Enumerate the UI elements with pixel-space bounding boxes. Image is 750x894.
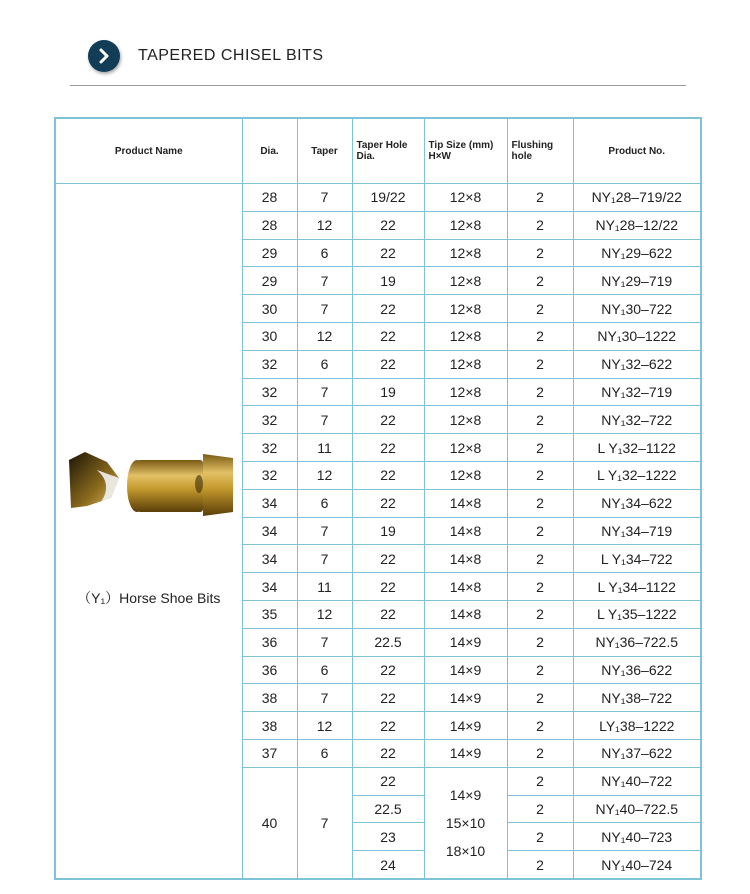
- cell-flushing-hole: 2: [507, 295, 573, 323]
- cell-flushing-hole: 2: [507, 350, 573, 378]
- cell-dia: 37: [242, 739, 297, 767]
- cell-dia: 38: [242, 712, 297, 740]
- cell-product-no: NY₁29–622: [573, 239, 701, 267]
- header-taper: Taper: [297, 118, 352, 184]
- cell-flushing-hole: 2: [507, 684, 573, 712]
- cell-dia: 30: [242, 295, 297, 323]
- cell-tip-size: 14×9: [424, 628, 507, 656]
- cell-product-no: NY₁30–1222: [573, 322, 701, 350]
- cell-dia: 36: [242, 656, 297, 684]
- cell-tip-size: 12×8: [424, 239, 507, 267]
- cell-taper: 7: [297, 545, 352, 573]
- cell-flushing-hole: 2: [507, 656, 573, 684]
- cell-dia: 32: [242, 378, 297, 406]
- cell-dia: 32: [242, 434, 297, 462]
- cell-tip-size: 14×8: [424, 517, 507, 545]
- cell-taper: 6: [297, 350, 352, 378]
- cell-taper: 7: [297, 628, 352, 656]
- cell-flushing-hole: 2: [507, 573, 573, 601]
- cell-taper-hole: 23: [352, 823, 424, 851]
- cell-product-no: L Y₁34–722: [573, 545, 701, 573]
- cell-dia: 28: [242, 211, 297, 239]
- cell-dia: 34: [242, 489, 297, 517]
- cell-dia: 28: [242, 184, 297, 212]
- cell-taper-hole: 22: [352, 545, 424, 573]
- cell-taper-hole: 22: [352, 211, 424, 239]
- cell-product-no: NY₁28–12/22: [573, 211, 701, 239]
- cell-tip-size: 14×9: [424, 684, 507, 712]
- cell-taper: 6: [297, 739, 352, 767]
- cell-product-no: NY₁32–622: [573, 350, 701, 378]
- cell-tip-size: 14×8: [424, 489, 507, 517]
- cell-taper: 7: [297, 295, 352, 323]
- cell-tip-size: 12×8: [424, 184, 507, 212]
- cell-taper: 12: [297, 211, 352, 239]
- cell-tip-size: 14×9: [424, 739, 507, 767]
- cell-product-no: NY₁40–722.5: [573, 795, 701, 823]
- cell-dia: 40: [242, 767, 297, 879]
- cell-dia: 38: [242, 684, 297, 712]
- header-product-name: Product Name: [55, 118, 242, 184]
- cell-flushing-hole: 2: [507, 628, 573, 656]
- cell-taper: 11: [297, 434, 352, 462]
- cell-product-no: NY₁32–722: [573, 406, 701, 434]
- cell-tip-size: 12×8: [424, 406, 507, 434]
- cell-flushing-hole: 2: [507, 851, 573, 879]
- header-product-no: Product No.: [573, 118, 701, 184]
- cell-tip-size: 12×8: [424, 295, 507, 323]
- cell-dia: 29: [242, 239, 297, 267]
- section-header: [88, 38, 324, 74]
- cell-tip-size: 14×8: [424, 545, 507, 573]
- cell-taper-hole: 22: [352, 461, 424, 489]
- cell-taper: 12: [297, 461, 352, 489]
- cell-taper-hole: 19: [352, 378, 424, 406]
- cell-flushing-hole: 2: [507, 461, 573, 489]
- header-dia: Dia.: [242, 118, 297, 184]
- cell-tip-size: 14×9: [424, 712, 507, 740]
- chevron-right-icon: [88, 40, 120, 72]
- cell-taper: 12: [297, 712, 352, 740]
- cell-dia: 34: [242, 545, 297, 573]
- cell-dia: 36: [242, 628, 297, 656]
- cell-dia: 29: [242, 267, 297, 295]
- cell-product-no: L Y₁32–1222: [573, 461, 701, 489]
- table-header-row: [55, 118, 701, 184]
- product-name: （Y₁）Horse Shoe Bits: [77, 590, 221, 606]
- cell-flushing-hole: 2: [507, 184, 573, 212]
- cell-taper: 7: [297, 378, 352, 406]
- cell-taper-hole: 22: [352, 239, 424, 267]
- cell-tip-size: 14×9: [424, 656, 507, 684]
- tip-size-line: 18×10: [445, 842, 486, 859]
- cell-flushing-hole: 2: [507, 739, 573, 767]
- cell-taper-hole: 22: [352, 600, 424, 628]
- cell-taper-hole: 19: [352, 517, 424, 545]
- cell-tip-size: 14×8: [424, 600, 507, 628]
- cell-product-no: NY₁34–622: [573, 489, 701, 517]
- cell-product-no: L Y₁35–1222: [573, 600, 701, 628]
- cell-tip-size: 12×8: [424, 378, 507, 406]
- cell-product-no: NY₁38–722: [573, 684, 701, 712]
- cell-product-no: NY₁29–719: [573, 267, 701, 295]
- tip-size-line: 14×9: [449, 786, 482, 803]
- cell-product-no: NY₁34–719: [573, 517, 701, 545]
- cell-flushing-hole: 2: [507, 795, 573, 823]
- header-flushing-hole: Flushing hole: [507, 118, 573, 184]
- cell-taper: 7: [297, 184, 352, 212]
- cell-taper-hole: 22: [352, 573, 424, 601]
- cell-product-no: NY₁28–719/22: [573, 184, 701, 212]
- cell-taper: 12: [297, 600, 352, 628]
- cell-taper-hole: 22: [352, 322, 424, 350]
- cell-dia: 32: [242, 406, 297, 434]
- cell-taper-hole: 22: [352, 406, 424, 434]
- cell-dia: 32: [242, 350, 297, 378]
- cell-taper: 7: [297, 517, 352, 545]
- cell-dia: 34: [242, 517, 297, 545]
- header-tip-size: Tip Size (mm) H×W: [424, 118, 507, 184]
- cell-dia: 34: [242, 573, 297, 601]
- cell-flushing-hole: 2: [507, 517, 573, 545]
- cell-tip-size: 12×8: [424, 211, 507, 239]
- cell-product-no: L Y₁32–1122: [573, 434, 701, 462]
- cell-tip-size: 12×8: [424, 434, 507, 462]
- cell-taper: 6: [297, 239, 352, 267]
- cell-taper: 11: [297, 573, 352, 601]
- tip-size-line: 15×10: [445, 814, 486, 831]
- cell-flushing-hole: 2: [507, 712, 573, 740]
- cell-taper-hole: 22: [352, 350, 424, 378]
- cell-taper-hole: 19/22: [352, 184, 424, 212]
- cell-flushing-hole: 2: [507, 322, 573, 350]
- cell-tip-size: [424, 767, 507, 879]
- cell-flushing-hole: 2: [507, 489, 573, 517]
- cell-taper: 7: [297, 406, 352, 434]
- cell-taper: 7: [297, 684, 352, 712]
- cell-product-no: NY₁36–722.5: [573, 628, 701, 656]
- cell-product-no: NY₁40–724: [573, 851, 701, 879]
- cell-dia: 30: [242, 322, 297, 350]
- cell-flushing-hole: 2: [507, 211, 573, 239]
- cell-taper-hole: 24: [352, 851, 424, 879]
- cell-flushing-hole: 2: [507, 406, 573, 434]
- cell-product-no: NY₁36–622: [573, 656, 701, 684]
- product-block: [56, 184, 242, 878]
- cell-product-no: NY₁37–622: [573, 739, 701, 767]
- cell-taper-hole: 22: [352, 656, 424, 684]
- cell-taper-hole: 22: [352, 434, 424, 462]
- cell-taper-hole: 22: [352, 712, 424, 740]
- cell-tip-size: 12×8: [424, 461, 507, 489]
- cell-taper-hole: 22.5: [352, 795, 424, 823]
- cell-taper-hole: 22.5: [352, 628, 424, 656]
- page-title: TAPERED CHISEL BITS: [138, 47, 324, 64]
- cell-taper: 12: [297, 322, 352, 350]
- cell-flushing-hole: 2: [507, 823, 573, 851]
- cell-taper: 6: [297, 656, 352, 684]
- cell-taper: 6: [297, 489, 352, 517]
- cell-dia: 32: [242, 461, 297, 489]
- cell-taper-hole: 19: [352, 267, 424, 295]
- cell-flushing-hole: 2: [507, 267, 573, 295]
- cell-flushing-hole: 2: [507, 600, 573, 628]
- header-taper-hole: Taper Hole Dia.: [352, 118, 424, 184]
- cell-tip-size: 14×8: [424, 573, 507, 601]
- cell-flushing-hole: 2: [507, 378, 573, 406]
- cell-product-no: NY₁30–722: [573, 295, 701, 323]
- cell-taper: 7: [297, 767, 352, 879]
- cell-tip-size: 12×8: [424, 322, 507, 350]
- cell-taper: 7: [297, 267, 352, 295]
- spec-table: [54, 117, 702, 880]
- cell-taper-hole: 22: [352, 295, 424, 323]
- cell-product-no: L Y₁34–1122: [573, 573, 701, 601]
- cell-product-no: NY₁40–722: [573, 767, 701, 795]
- cell-taper-hole: 22: [352, 684, 424, 712]
- cell-tip-size: 12×8: [424, 350, 507, 378]
- cell-flushing-hole: 2: [507, 239, 573, 267]
- cell-dia: 35: [242, 600, 297, 628]
- cell-flushing-hole: 2: [507, 767, 573, 795]
- horse-shoe-bit-image: [67, 448, 237, 518]
- header-divider: [70, 85, 686, 86]
- cell-flushing-hole: 2: [507, 545, 573, 573]
- product-cell: [55, 184, 242, 879]
- cell-taper-hole: 22: [352, 489, 424, 517]
- cell-product-no: NY₁40–723: [573, 823, 701, 851]
- cell-tip-size: 12×8: [424, 267, 507, 295]
- table-row: [55, 184, 701, 212]
- cell-product-no: LY₁38–1222: [573, 712, 701, 740]
- cell-flushing-hole: 2: [507, 434, 573, 462]
- cell-taper-hole: 22: [352, 739, 424, 767]
- cell-taper-hole: 22: [352, 767, 424, 795]
- cell-product-no: NY₁32–719: [573, 378, 701, 406]
